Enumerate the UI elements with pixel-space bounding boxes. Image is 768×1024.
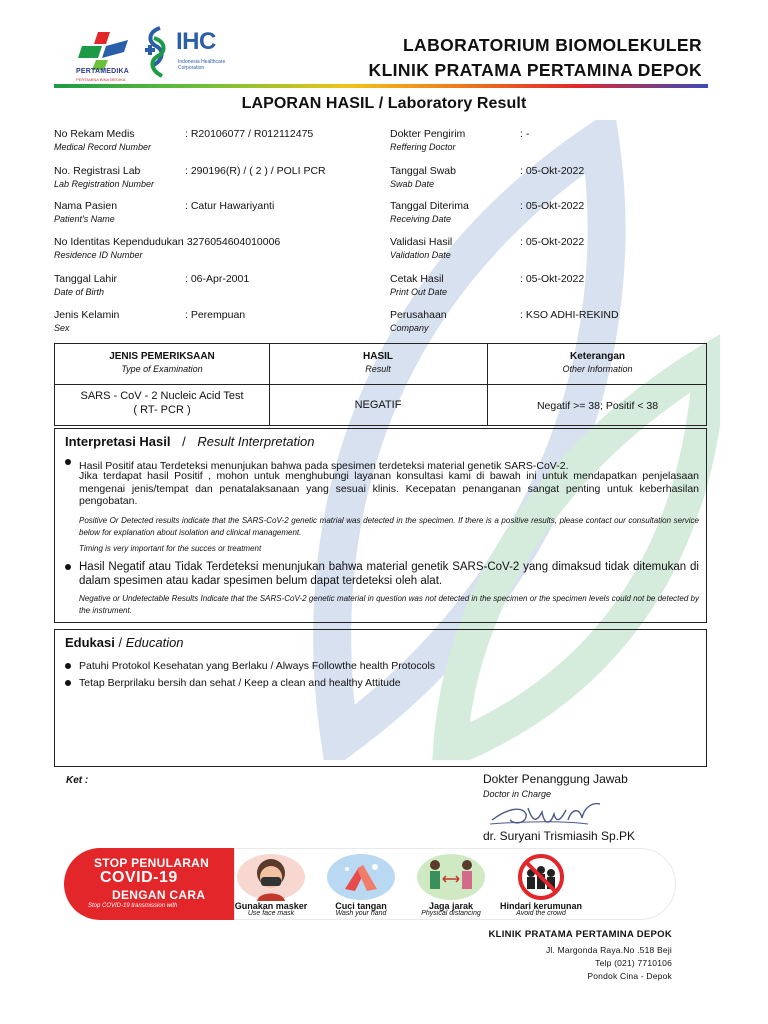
pertamedika-name: PERTAMEDIKA: [76, 68, 130, 75]
info-value: : 3276054604010006: [181, 236, 281, 248]
test-name-line1: SARS - CoV - 2 Nucleic Acid Test: [80, 390, 244, 402]
bullet-icon: [65, 680, 71, 686]
info-label: Dokter Pengirim: [390, 128, 466, 140]
header-label: HASIL: [363, 351, 393, 362]
positive-explanation-en: Positive Or Detected results indicate that the SARS-CoV-2 genetic matrial was detected in the specimen. If there is a positive results, please contact our consultation service below for explanation about isolation and clinical management.: [79, 516, 699, 537]
table-divider: [55, 384, 706, 385]
pertamedika-sub: PERTAMINA BINA MEDIKA: [76, 77, 126, 82]
interpretation-title: [65, 434, 314, 449]
patient-info-medical-record: [54, 128, 314, 154]
title-separator: /: [118, 635, 126, 650]
banner-line1: STOP PENULARAN: [94, 856, 210, 870]
hand-wash-icon: [325, 853, 397, 901]
education-box: [54, 629, 707, 767]
positive-timing-en: Timing is very important for the succes or treatment: [79, 544, 262, 553]
report-title: LAPORAN HASIL / Laboratory Result: [241, 95, 527, 112]
banner-icons: [234, 848, 676, 920]
patient-info-referring-doctor: [390, 128, 530, 154]
positive-explanation: Jika terdapat hasil Positif , mohon untuk menghubungi layanan konsultasi kami di bawah ini untuk mendapatkan penjelasaan mengenai jenis/tempat dan penatalaksanaan yang sesuai klinis. Kecepatan penanganan sangat penting untuk keberhasilan pengobatan.: [79, 470, 699, 507]
info-sublabel: Swab Date: [390, 179, 435, 189]
patient-info-name: [54, 200, 275, 226]
info-value: : 05-Okt-2022: [520, 165, 585, 177]
banner-line3: DENGAN CARA: [112, 888, 206, 902]
info-sublabel: Validation Date: [390, 250, 451, 260]
ihc-name: IHC: [176, 28, 216, 55]
info-sublabel: Patient's Name: [54, 214, 115, 224]
info-value: : 290196(R) / ( 2 ) / POLI PCR: [185, 165, 326, 177]
header-logos: [76, 26, 226, 86]
education-item: Tetap Berprilaku bersih dan sehat / Keep a clean and healthy Attitude: [79, 677, 401, 689]
exam-test-name: [55, 389, 269, 417]
covid-banner: [64, 848, 676, 920]
face-mask-icon: [235, 853, 307, 901]
header-sublabel: Result: [365, 364, 391, 374]
lab-title: [369, 33, 702, 83]
info-value: : 05-Okt-2022: [520, 200, 585, 212]
info-sublabel: Lab Registration Number: [54, 179, 155, 189]
doctor-signature-icon: [488, 798, 608, 832]
ihc-sub-line2: Corporation: [178, 65, 205, 71]
info-sublabel: Print Out Date: [390, 287, 448, 297]
exam-table: [54, 343, 707, 426]
exam-result-value: NEGATIF: [354, 399, 402, 411]
education-title-en: Education: [125, 635, 184, 650]
banner-item-sub: Avoid the crowd: [516, 910, 566, 917]
info-sublabel: Reffering Doctor: [390, 142, 456, 152]
no-crowd-icon: [505, 853, 577, 901]
doctor-title-en: Doctor in Charge: [483, 789, 552, 799]
banner-item-sub: Use face mask: [247, 910, 295, 917]
education-title: [65, 635, 184, 650]
banner-line4: Stop COVID-19 transmission with: [88, 903, 178, 909]
header-label: JENIS PEMERIKSAAN: [109, 351, 215, 362]
lab-title-line2: KLINIK PRATAMA PERTAMINA DEPOK: [368, 60, 702, 80]
interpretation-title-en: Result Interpretation: [197, 434, 315, 449]
patient-info-sex: [54, 309, 246, 335]
info-value: : Perempuan: [185, 309, 246, 321]
test-name-line2: ( RT- PCR ): [133, 404, 191, 416]
ihc-logo-icon: [142, 26, 172, 78]
bullet-icon: [65, 459, 71, 465]
info-label: Nama Pasien: [54, 200, 118, 212]
info-label: Tanggal Diterima: [390, 200, 469, 212]
banner-item-sub: Physical distancing: [421, 910, 481, 917]
info-sublabel: Medical Record Number: [54, 142, 152, 152]
banner-item-label: Hindari kerumunan: [499, 901, 582, 911]
banner-item-sub: Wash your hand: [335, 910, 387, 917]
header-label: Keterangan: [569, 351, 625, 362]
info-label: Validasi Hasil: [390, 236, 453, 248]
exam-header-info: [487, 350, 708, 376]
patient-info-receiving-date: [390, 200, 585, 226]
exam-header-result: [269, 350, 487, 376]
info-sublabel: Date of Birth: [54, 287, 105, 297]
banner-line2: COVID-19: [100, 869, 178, 886]
info-label: Cetak Hasil: [390, 273, 444, 285]
positive-line1: Hasil Positif atau Terdeteksi menunjukan bahwa pada spesimen terdeteksi material genetik SARS-CoV-2.: [79, 460, 569, 472]
info-value: : Catur Hawariyanti: [185, 200, 275, 212]
patient-info-company: [390, 309, 619, 335]
interpretation-title-id: Interpretasi Hasil: [65, 434, 171, 449]
clinic-name: KLINIK PRATAMA PERTAMINA DEPOK: [488, 929, 672, 940]
patient-info-lab-registration: [54, 165, 326, 191]
patient-info-birth-date: [54, 273, 250, 299]
clinic-address: Jl. Margonda Raya.No .518 Beji: [545, 945, 672, 955]
banner-item-label: Jaga jarak: [428, 901, 474, 911]
clinic-phone: Telp (021) 7710106: [595, 958, 672, 968]
info-sublabel: Receiving Date: [390, 214, 452, 224]
header-sublabel: Type of Examination: [121, 364, 203, 374]
interpretation-box: [54, 428, 707, 623]
clinic-city: Pondok Cina - Depok: [587, 971, 672, 981]
banner-item-label: Gunakan masker: [234, 901, 308, 911]
patient-info-print-date: [390, 273, 585, 299]
banner-item-label: Cuci tangan: [335, 901, 387, 911]
ihc-sub-line1: Indonesia Healthcare: [178, 59, 226, 65]
info-value: : 05-Okt-2022: [520, 236, 585, 248]
info-label: Perusahaan: [390, 309, 447, 321]
bullet-icon: [65, 564, 71, 570]
doctor-name: dr. Suryani Trismiasih Sp.PK: [483, 829, 636, 843]
patient-info-id-number: [54, 236, 281, 262]
exam-header-type: [55, 350, 269, 376]
info-value: : 05-Okt-2022: [520, 273, 585, 285]
info-sublabel: Residence ID Number: [54, 250, 143, 260]
info-sublabel: Company: [390, 323, 429, 333]
header-sublabel: Other Information: [562, 364, 633, 374]
lab-title-line1: LABORATORIUM BIOMOLEKULER: [402, 35, 702, 55]
info-sublabel: Sex: [54, 323, 70, 333]
info-label: Tanggal Swab: [390, 165, 456, 177]
bullet-icon: [65, 663, 71, 669]
info-value: : -: [520, 128, 530, 140]
ket-label: Ket :: [66, 775, 89, 786]
info-label: No Rekam Medis: [54, 128, 135, 140]
negative-explanation-en: Negative or Undetectable Results Indicate that the SARS-CoV-2 genetic material in question was not detected in the specimen or the specimen levels could not be detected by the instrument.: [79, 594, 699, 615]
education-item: Patuhi Protokol Kesehatan yang Berlaku / Always Followthe health Protocols: [79, 660, 436, 672]
info-label: Jenis Kelamin: [54, 309, 120, 321]
header-color-bar: [54, 84, 708, 88]
patient-info-validation-date: [390, 236, 585, 262]
doctor-title: Dokter Penanggung Jawab: [483, 772, 628, 786]
info-value: : 06-Apr-2001: [185, 273, 250, 285]
exam-other-info: Negatif >= 38; Positif < 38: [536, 400, 659, 412]
info-label: No Identitas Kependudukan: [54, 236, 184, 248]
info-value: : R20106077 / R012112475: [185, 128, 314, 140]
info-label: No. Registrasi Lab: [54, 165, 141, 177]
education-title-id: Edukasi: [65, 635, 115, 650]
title-separator: /: [182, 434, 186, 449]
banner-message: [64, 848, 234, 920]
negative-explanation: Hasil Negatif atau Tidak Terdeteksi menunjukan bahwa material genetik SARS-CoV-2 yang dimaksud tidak ditemukan di dalam spesimen atau kadar spesimen belum dapat terdeteksi oleh alat.: [79, 561, 699, 587]
patient-info-swab-date: [390, 165, 585, 191]
info-label: Tanggal Lahir: [54, 273, 118, 285]
info-value: : KSO ADHI-REKIND: [520, 309, 619, 321]
distancing-icon: [415, 853, 487, 901]
